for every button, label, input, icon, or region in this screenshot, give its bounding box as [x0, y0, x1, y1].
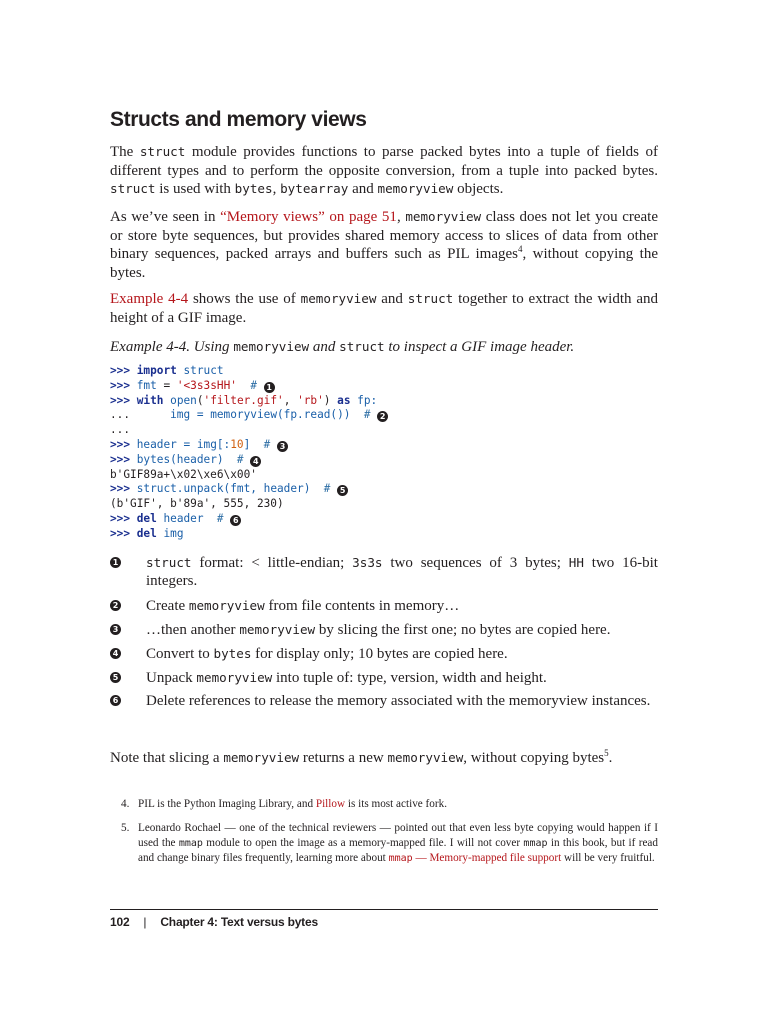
link-mmap-docs[interactable]: mmap — Memory-mapped file support — [388, 852, 562, 864]
callout-2 — [110, 597, 658, 615]
callout-5 — [110, 669, 658, 687]
text: , — [396, 209, 406, 225]
callout-3 — [110, 621, 658, 639]
callout-6 — [110, 692, 658, 710]
footer-divider — [110, 909, 658, 910]
inline-code: struct — [339, 339, 385, 354]
callout-marker-6: 6 — [230, 515, 241, 526]
footnote-4 — [110, 797, 658, 812]
footer-separator: | — [143, 915, 147, 929]
section-title: Structs and memory views — [110, 108, 367, 131]
text: module provides functions to parse packed bytes into a tuple of fields of different types and to perform the opposite conversion, from a tuple into packed bytes. — [110, 144, 658, 179]
text: and — [348, 181, 378, 197]
footnote-number: 4. — [121, 798, 130, 810]
code-line-10: (b'GIF', b'89a', 555, 230) — [110, 497, 284, 511]
code-line-2: >>> fmt = '<3s3sHH' # 1 — [110, 379, 275, 392]
callout-text-3: …then another memoryview by slicing the first one; no bytes are copied here. — [146, 622, 611, 638]
footnote-text: Leonardo Rochael — one of the technical reviewers — pointed out that even less byte copying would happen if I used the mmap module to open the image as a memory-mapped file. I will not cover mmap in this book, but if read and change binary files frequently, learning more about mmap — Memory-mapped file support will be very fruitful. — [138, 822, 658, 864]
callout-bullet-4: 4 — [110, 648, 121, 659]
text: Example 4-4. Using — [110, 339, 234, 355]
text: , — [272, 181, 281, 197]
footnote-ref-4[interactable]: 4 — [518, 244, 523, 254]
text: together to extract the width and height of a GIF image. — [110, 291, 658, 326]
text: , without copying the bytes. — [110, 246, 658, 281]
text: and — [309, 339, 340, 355]
text: returns a new — [299, 750, 388, 766]
paragraph-example-intro — [110, 290, 658, 327]
text: is used with — [155, 181, 235, 197]
footnote-ref-5[interactable]: 5 — [604, 748, 609, 758]
text: to inspect a GIF image header. — [384, 339, 575, 355]
text: The — [110, 144, 140, 160]
inline-code: struct — [407, 291, 454, 306]
code-line-6: >>> header = img[:10] # 3 — [110, 438, 288, 451]
text: objects. — [453, 181, 504, 197]
example-caption — [110, 339, 574, 356]
footnote-5 — [110, 821, 658, 866]
text: , without copying bytes — [463, 750, 605, 766]
callout-bullet-6: 6 — [110, 695, 121, 706]
text: . — [608, 750, 613, 766]
code-line-4: ... img = memoryview(fp.read()) # 2 — [110, 408, 388, 421]
footnote-number: 5. — [121, 822, 130, 834]
code-line-12: >>> del img — [110, 526, 184, 540]
chapter-title: Chapter 4: Text versus bytes — [160, 915, 318, 929]
inline-code: memoryview — [233, 339, 310, 354]
callout-4 — [110, 645, 658, 663]
callout-bullet-2: 2 — [110, 600, 121, 611]
code-block — [110, 364, 388, 542]
callout-marker-4: 4 — [250, 456, 261, 467]
code-line-5: ... — [110, 423, 131, 437]
callout-marker-1: 1 — [264, 382, 275, 393]
callout-1 — [110, 554, 658, 590]
code-line-11: >>> del header # 6 — [110, 512, 241, 525]
inline-code: bytearray — [280, 181, 349, 196]
paragraph-struct-intro — [110, 143, 658, 199]
callout-bullet-1: 1 — [110, 557, 121, 568]
inline-code: memoryview — [387, 750, 464, 765]
callout-marker-5: 5 — [337, 485, 348, 496]
text: shows the use of — [188, 291, 301, 307]
callout-marker-2: 2 — [377, 411, 388, 422]
code-line-9: >>> struct.unpack(fmt, header) # 5 — [110, 482, 348, 495]
inline-code: memoryview — [405, 209, 482, 224]
code-line-7: >>> bytes(header) # 4 — [110, 453, 261, 466]
code-line-1: >>> import struct — [110, 364, 224, 377]
code-line-8: b'GIF89a+\x02\xe6\x00' — [110, 467, 257, 481]
link-memory-views[interactable]: “Memory views” on page 51 — [220, 209, 397, 225]
page-number: 102 — [110, 915, 130, 929]
inline-code: memoryview — [377, 181, 454, 196]
inline-code: memoryview — [223, 750, 300, 765]
callout-text-2: Create memoryview from file contents in memory… — [146, 598, 460, 614]
callout-bullet-5: 5 — [110, 672, 121, 683]
paragraph-memoryview — [110, 208, 658, 282]
callout-bullet-3: 3 — [110, 624, 121, 635]
callout-text-4: Convert to bytes for display only; 10 bytes are copied here. — [146, 646, 508, 662]
inline-code: struct — [110, 181, 156, 196]
page-footer — [110, 915, 318, 929]
callout-text-6: Delete references to release the memory associated with the memoryview instances. — [146, 693, 651, 709]
text: class does not let you create or store byte sequences, but provides shared memory access to slices of data from other binary sequences, packed arrays and buffers such as PIL images — [110, 209, 658, 262]
inline-code: memoryview — [300, 291, 377, 306]
footnote-text: PIL is the Python Imaging Library, and Pillow is its most active fork. — [138, 798, 447, 810]
callout-text-5: Unpack memoryview into tuple of: type, version, width and height. — [146, 670, 547, 686]
text: and — [376, 291, 408, 307]
code-line-3: >>> with open('filter.gif', 'rb') as fp: — [110, 393, 378, 407]
link-example-4-4[interactable]: Example 4-4 — [110, 291, 189, 307]
paragraph-slicing-note — [110, 749, 658, 768]
text: As we’ve seen in — [110, 209, 221, 225]
callout-marker-3: 3 — [277, 441, 288, 452]
text: Note that slicing a — [110, 750, 224, 766]
inline-code: bytes — [234, 181, 273, 196]
callout-text-1: struct format: < little-endian; 3s3s two sequences of 3 bytes; HH two 16-bit integers. — [146, 555, 658, 589]
inline-code: struct — [139, 144, 186, 159]
link-pillow[interactable]: Pillow — [315, 798, 346, 810]
